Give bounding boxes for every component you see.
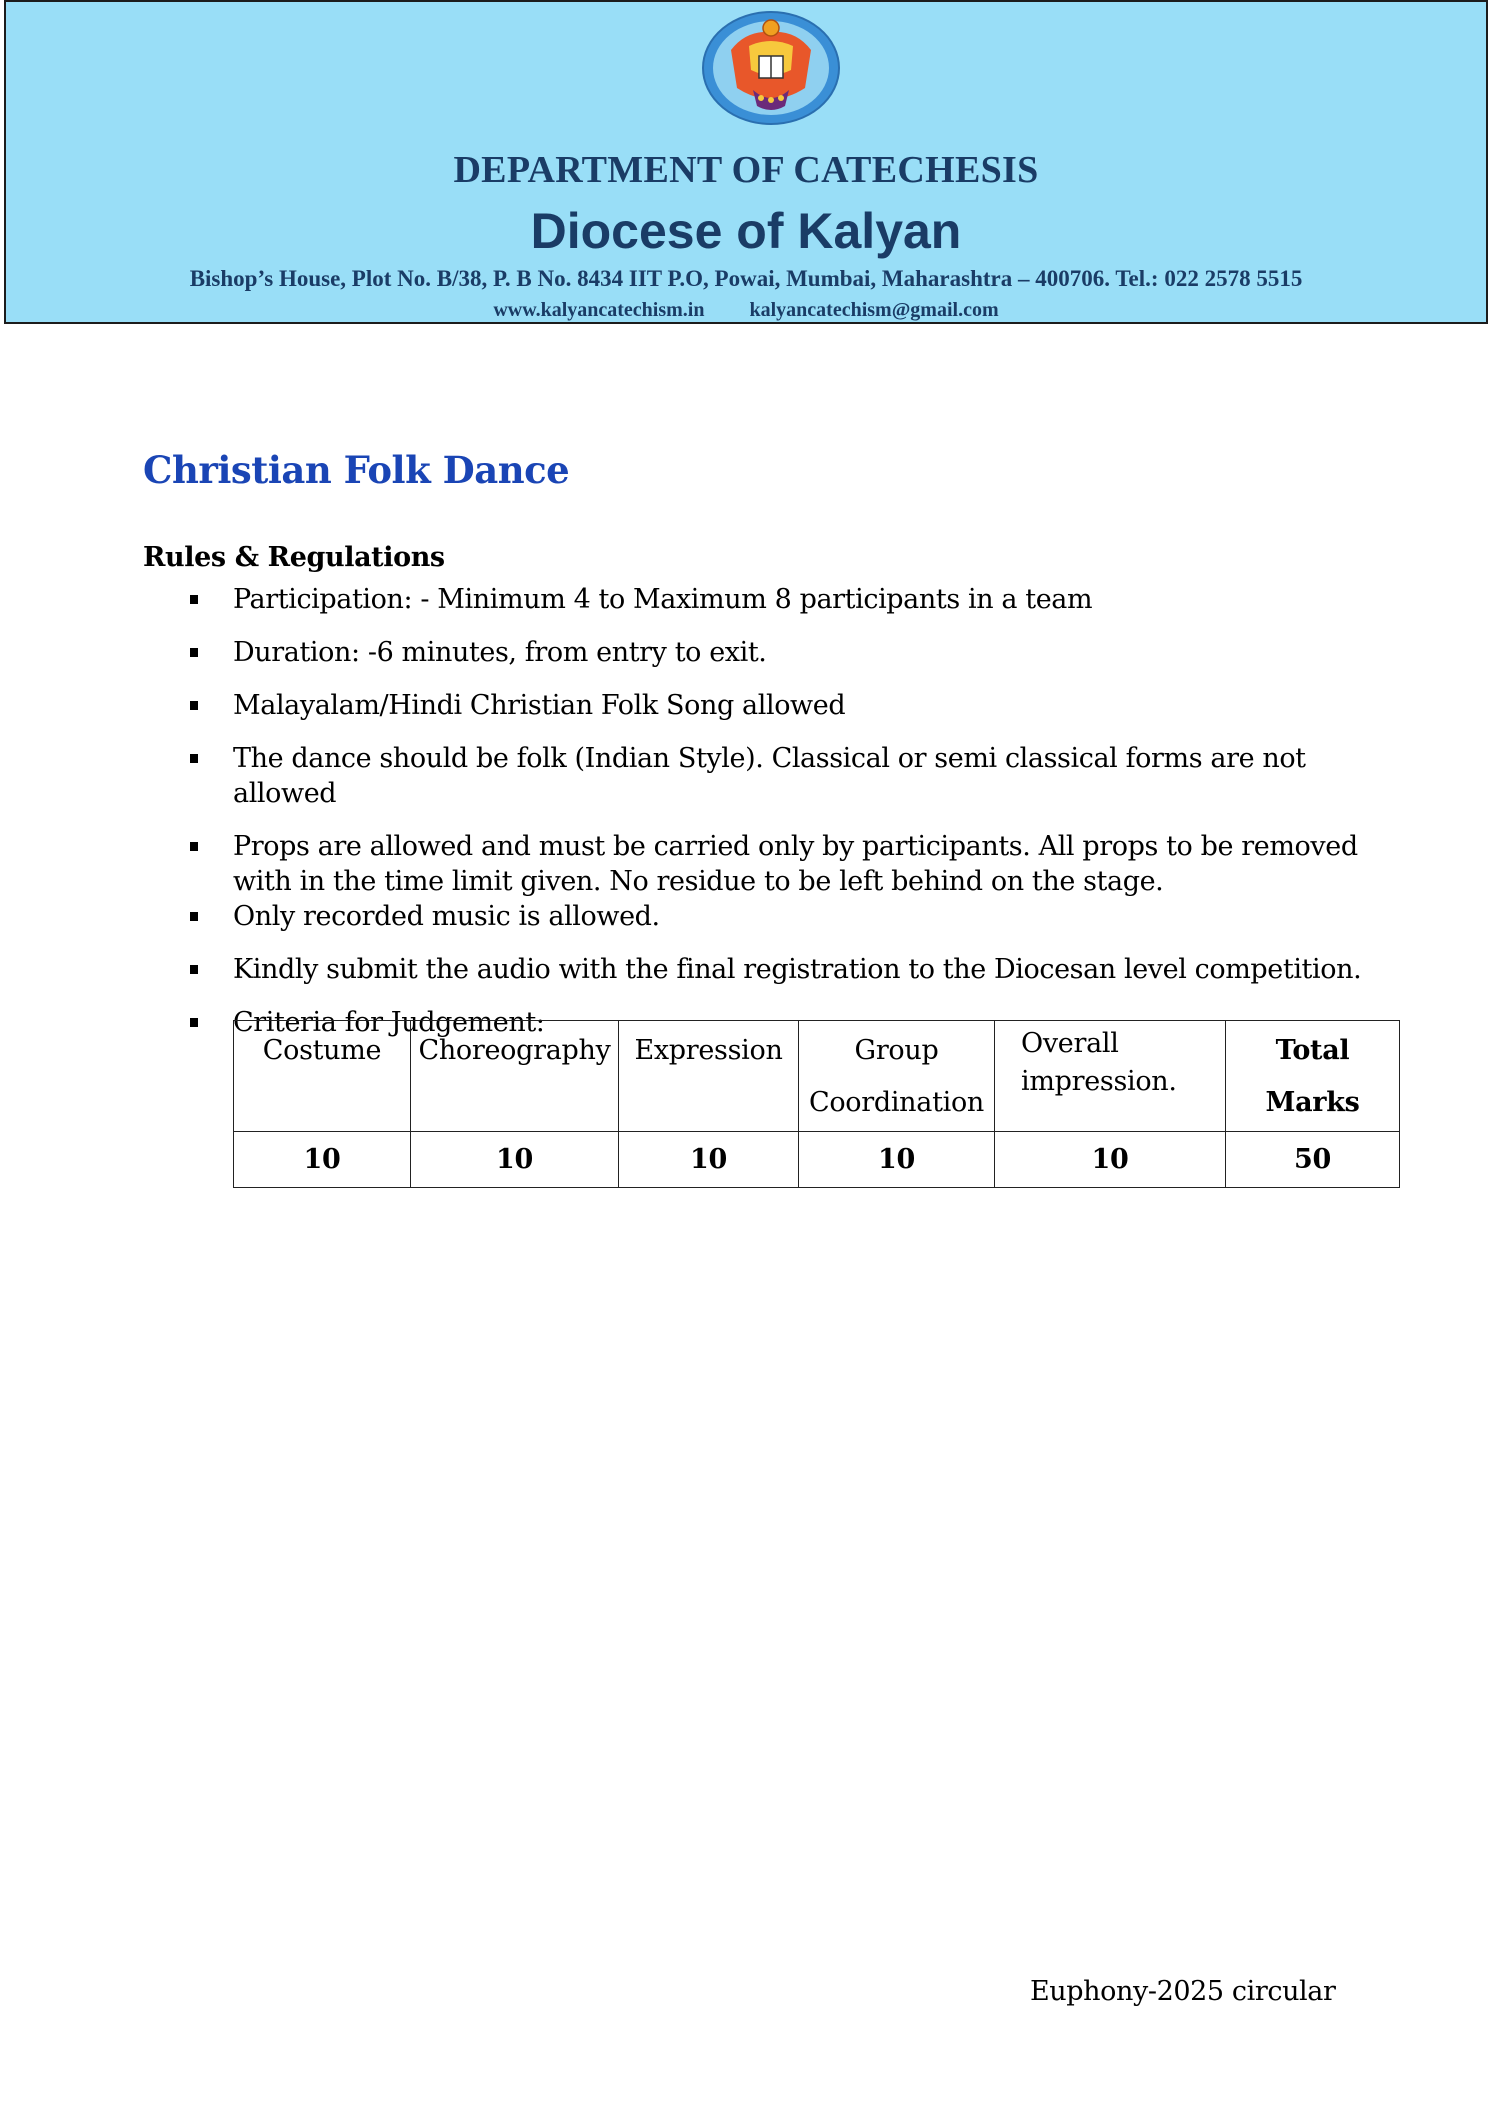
letterhead bbox=[4, 0, 1488, 324]
address-line: Bishop’s House, Plot No. B/38, P. B No. 8434 IIT P.O, Powai, Mumbai, Maharashtra – 400706. Tel.: 022 2578 5515 bbox=[189, 266, 1303, 291]
table-header-row bbox=[234, 1021, 1400, 1132]
list-item bbox=[143, 741, 1403, 811]
list-item bbox=[143, 899, 1403, 934]
diocese-name: Diocese of Kalyan bbox=[530, 203, 962, 259]
rule-text: Props are allowed and must be carried only by participants. All props to be removed with in the time limit given. No residue to be left behind on the stage. bbox=[233, 831, 1358, 897]
bullet-icon bbox=[190, 701, 198, 710]
rule-text: Duration: -6 minutes, from entry to exit. bbox=[233, 637, 767, 668]
document-title: Christian Folk Dance bbox=[143, 448, 570, 492]
bullet-icon bbox=[190, 912, 198, 921]
header-text-line: Total bbox=[1275, 1035, 1350, 1066]
contact-line bbox=[6, 299, 1486, 322]
rule-text: Criteria for Judgement: bbox=[233, 1007, 545, 1038]
bullet-icon bbox=[190, 842, 198, 851]
table-header-cell: Expression bbox=[619, 1021, 799, 1132]
bullet-icon bbox=[190, 754, 198, 763]
list-item bbox=[143, 952, 1403, 987]
header-text-line: impression. bbox=[1021, 1066, 1177, 1097]
table-header-cell: Choreography bbox=[411, 1021, 619, 1132]
bullet-icon bbox=[190, 595, 198, 604]
table-row bbox=[234, 1132, 1400, 1188]
list-item bbox=[143, 829, 1403, 899]
rule-text: Kindly submit the audio with the final registration to the Diocesan level competition. bbox=[233, 954, 1362, 985]
list-item bbox=[143, 635, 1403, 670]
footer-text: Euphony-2025 circular bbox=[1030, 1976, 1336, 2007]
bullet-icon bbox=[190, 1018, 198, 1027]
rules-list bbox=[143, 582, 1403, 1058]
department-name: DEPARTMENT OF CATECHESIS bbox=[453, 149, 1039, 191]
header-text-line: Group bbox=[854, 1035, 939, 1066]
table-cell: 10 bbox=[234, 1132, 411, 1188]
email-link[interactable]: kalyancatechism@gmail.com bbox=[749, 299, 999, 321]
table-cell: 50 bbox=[1226, 1132, 1400, 1188]
rules-heading: Rules & Regulations bbox=[143, 542, 445, 573]
list-item bbox=[143, 688, 1403, 723]
table-header-cell: Costume bbox=[234, 1021, 411, 1132]
table-header-cell bbox=[799, 1021, 995, 1132]
rule-text: Participation: - Minimum 4 to Maximum 8 participants in a team bbox=[233, 584, 1093, 615]
table-header-cell bbox=[1226, 1021, 1400, 1132]
table-cell: 10 bbox=[799, 1132, 995, 1188]
rule-text: Only recorded music is allowed. bbox=[233, 901, 660, 932]
table-cell: 10 bbox=[995, 1132, 1226, 1188]
header-text-line: Marks bbox=[1265, 1087, 1360, 1118]
bullet-icon bbox=[190, 648, 198, 657]
rule-text: Malayalam/Hindi Christian Folk Song allowed bbox=[233, 690, 846, 721]
table-header-cell bbox=[995, 1021, 1226, 1132]
header-text-line: Coordination bbox=[808, 1087, 984, 1118]
table-cell: 10 bbox=[619, 1132, 799, 1188]
criteria-table bbox=[233, 1020, 1400, 1188]
bullet-icon bbox=[190, 965, 198, 974]
rule-text: The dance should be folk (Indian Style). Classical or semi classical forms are not allowed bbox=[233, 743, 1306, 809]
header-text-line: Overall bbox=[1021, 1028, 1119, 1059]
diocese-emblem-icon bbox=[701, 10, 841, 126]
website-link[interactable]: www.kalyancatechism.in bbox=[493, 299, 705, 321]
table-cell: 10 bbox=[411, 1132, 619, 1188]
list-item bbox=[143, 582, 1403, 617]
